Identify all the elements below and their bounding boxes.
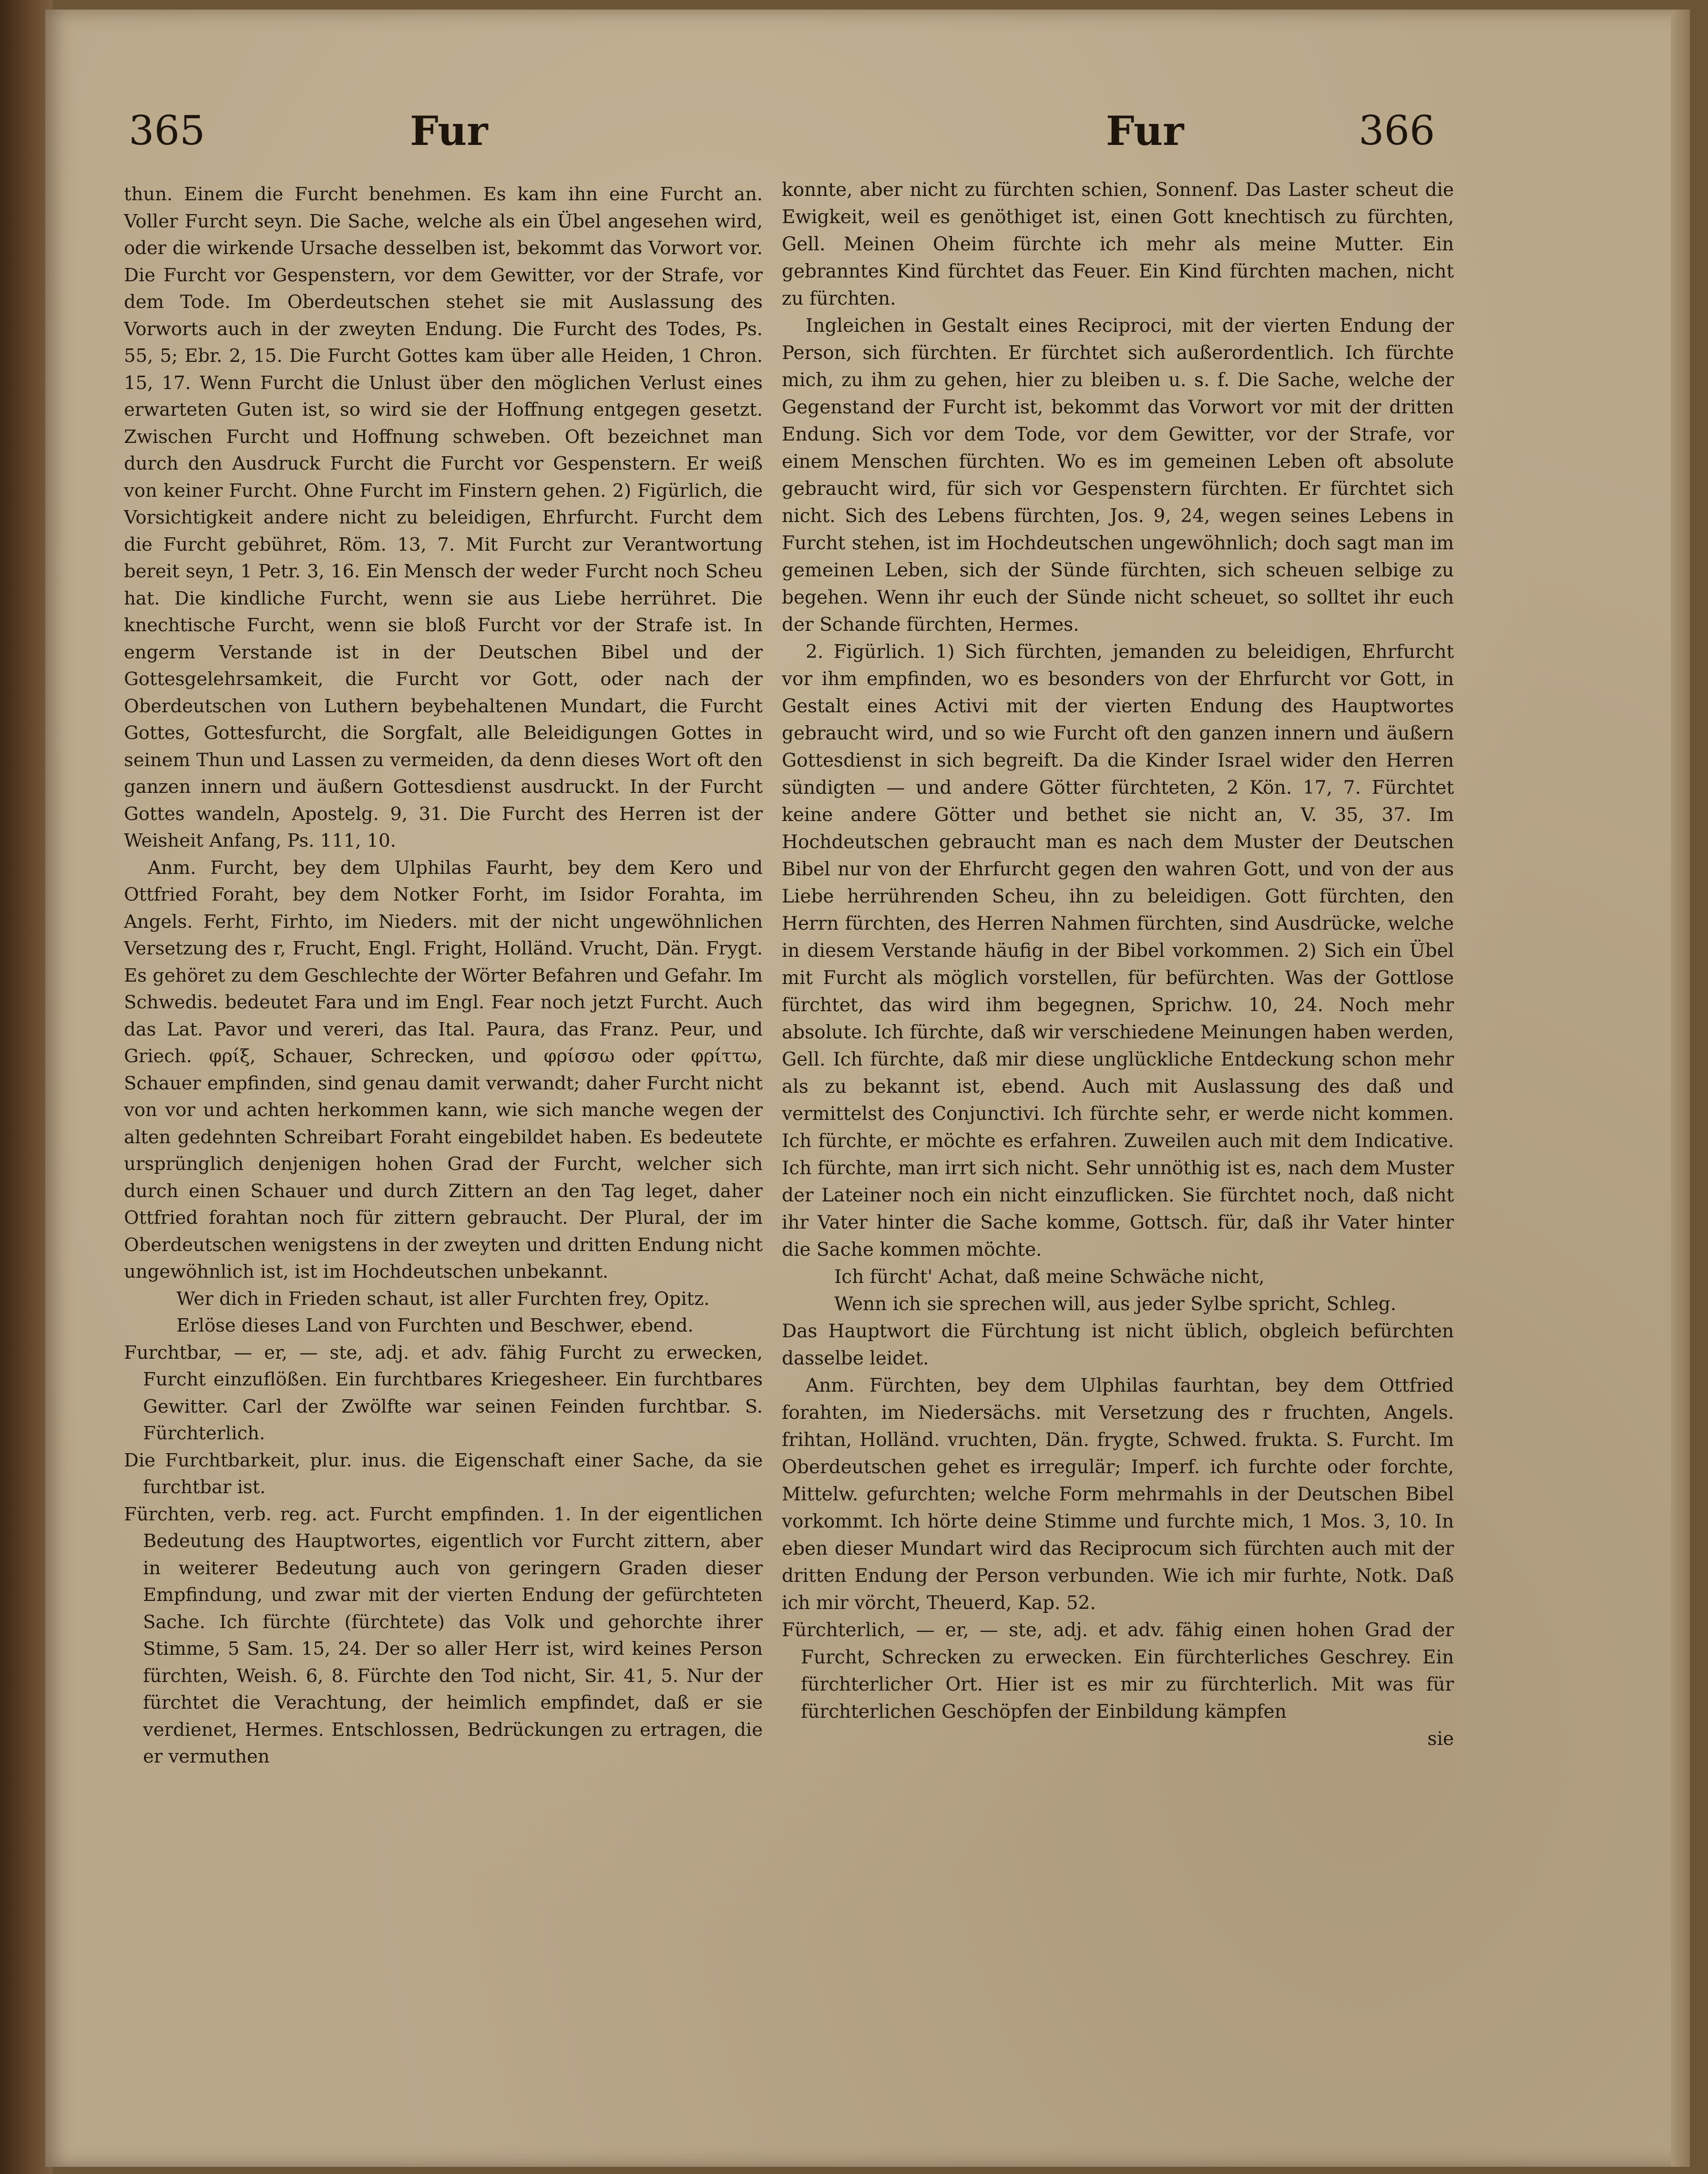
paragraph: konnte, aber nicht zu fürchten schien, Sonnenf. Das Laster scheut die Ewigkeit, weil es genöthiget ist, einen Gott knechtisch zu fürchten, Gell. Meinen Oheim fürchte ich mehr als meine Mutter. Ein gebranntes Kind fürchtet das Feuer. Ein Kind fürchten machen, nicht zu fürchten. [782, 179, 1454, 309]
running-head-left: Fur [410, 107, 488, 154]
running-head-right: Fur [1106, 107, 1184, 154]
quote-line: Ich fürcht' Achat, daß meine Schwäche nicht, [834, 1266, 1265, 1288]
page-number-left: 365 [129, 107, 205, 154]
paragraph: Anm. Fürchten, bey dem Ulphilas faurhtan, bey dem Ottfried forahten, im Niedersächs. mit Versetzung des r fruchten, Angels. frihtan, Holländ. vruchten, Dän. frygte, Schwed. frukta. S. Furcht. Im Oberdeutschen gehet es irregulär; Imperf. ich furchte oder forchte, Mittelw. gefurchten; welche Form mehrmahls in der Deutschen Bibel vorkommt. Ich hörte deine Stimme und furchte mich, 1 Mos. 3, 10. In eben dieser Mundart wird das Reciprocum sich fürchten auch mit der dritten Endung der Person verbunden. Wie ich mir furhte, Notk. Daß ich mir vörcht, Theuerd, Kap. 52. [782, 1375, 1454, 1614]
entry-furchtbar: Furchtbar, — er, — ste, adj. et adv. fähig Furcht zu erwecken, Furcht einzuflößen. Ein furchtbares Kriegesheer. Ein furchtbares Gewitter. Carl der Zwölfte war seinen Feinden furchtbar. S. Fürchterlich. [124, 1342, 763, 1444]
paragraph: Das Hauptwort die Fürchtung ist nicht üblich, obgleich befürchten dasselbe leidet. [782, 1321, 1454, 1369]
book-binding [0, 0, 52, 2174]
quote-line: Wer dich in Frieden schaut, ist aller Furchten frey, Opitz. [176, 1288, 710, 1310]
paragraph: Anm. Furcht, bey dem Ulphilas Faurht, bey dem Kero und Ottfried Foraht, bey dem Notker Forht, im Isidor Forahta, im Angels. Ferht, Firhto, im Nieders. mit der nicht ungewöhnlichen Versetzung des r, Frucht, Engl. Fright, Holländ. Vrucht, Dän. Frygt. Es gehöret zu dem Geschlechte der Wörter Befahren und Gefahr. Im Schwedis. bedeutet Fara und im Engl. Fear noch jetzt Furcht. Auch das Lat. Pavor und vereri, das Ital. Paura, das Franz. Peur, und Griech. φρίξ, Schauer, Schrecken, und φρίσσω oder φρίττω, Schauer empfinden, sind genau damit verwandt; daher Furcht nicht von vor und achten herkommen kann, wie sich manche wegen der alten gedehnten Schreibart Foraht eingebildet haben. Es bedeutete ursprünglich denjenigen hohen Grad der Furcht, welcher sich durch einen Schauer und durch Zittern an den Tag leget, daher Ottfried forahtan noch für zittern gebraucht. Der Plural, der im Oberdeutschen wenigstens in der zweyten und dritten Endung nicht ungewöhnlich ist, ist im Hochdeutschen unbekannt. [124, 857, 763, 1282]
paragraph: thun. Einem die Furcht benehmen. Es kam ihn eine Furcht an. Voller Furcht seyn. Die Sache, welche als ein Übel angesehen wird, oder die wirkende Ursache desselben ist, bekommt das Vorwort vor. Die Furcht vor Gespenstern, vor dem Gewitter, vor der Strafe, vor dem Tode. Im Oberdeutschen stehet sie mit Auslassung des Vorworts auch in der zweyten Endung. Die Furcht des Todes, Ps. 55, 5; Ebr. 2, 15. Die Furcht Gottes kam über alle Heiden, 1 Chron. 15, 17. Wenn Furcht die Unlust über den möglichen Verlust eines erwarteten Guten ist, so wird sie der Hoffnung entgegen gesetzt. Zwischen Furcht und Hoffnung schweben. Oft bezeichnet man durch den Ausdruck Furcht die Furcht vor Gespenstern. Er weiß von keiner Furcht. Ohne Furcht im Finstern gehen. 2) Figürlich, die Vorsichtigkeit andere nicht zu beleidigen, Ehrfurcht. Furcht dem die Furcht gebühret, Röm. 13, 7. Mit Furcht zur Verantwortung bereit seyn, 1 Petr. 3, 16. Ein Mensch der weder Furcht noch Scheu hat. Die kindliche Furcht, wenn sie aus Liebe herrühret. Die knechtische Furcht, wenn sie bloß Furcht vor der Strafe ist. In engerm Verstande ist in der Deutschen Bibel und der Gottesgelehrsamkeit, die Furcht vor Gott, oder nach der Oberdeutschen von Luthern beybehaltenen Mundart, die Furcht Gottes, Gottesfurcht, die Sorgfalt, alle Beleidigungen Gottes in seinem Thun und Lassen zu vermeiden, da denn dieses Wort oft den ganzen innern und äußern Gottesdienst ausdruckt. In der Furcht Gottes wandeln, Apostelg. 9, 31. Die Furcht des Herren ist der Weisheit Anfang, Ps. 111, 10. [124, 184, 763, 851]
paragraph: Ingleichen in Gestalt eines Reciproci, mit der vierten Endung der Person, sich fürchten. Er fürchtet sich außerordentlich. Ich fürchte mich, zu ihm zu gehen, hier zu bleiben u. s. f. Die Sache, welche der Gegenstand der Furcht ist, bekommt das Vorwort vor mit der dritten Endung. Sich vor dem Tode, vor dem Gewitter, vor der Strafe, vor einem Menschen fürchten. Wo es im gemeinen Leben oft absolute gebraucht wird, für sich vor Gespenstern fürchten. Er fürchtet sich nicht. Sich des Lebens fürchten, Jos. 9, 24, wegen seines Lebens in Furcht stehen, ist im Hochdeutschen ungewöhnlich; doch sagt man im gemeinen Leben, sich der Sünde fürchten, sich scheuen selbige zu begehen. Wenn ihr euch der Sünde nicht scheuet, so solltet ihr euch der Schande fürchten, Hermes. [782, 315, 1454, 636]
entry-furchtbarkeit: Die Furchtbarkeit, plur. inus. die Eigenschaft einer Sache, da sie furchtbar ist. [124, 1449, 763, 1498]
page-edge [1671, 10, 1690, 2167]
page-number-right: 366 [1359, 107, 1435, 154]
right-column [782, 176, 1454, 1753]
left-column [124, 181, 763, 1771]
quote-line: Erlöse dieses Land von Furchten und Beschwer, ebend. [176, 1315, 694, 1336]
paragraph: 2. Figürlich. 1) Sich fürchten, jemanden zu beleidigen, Ehrfurcht vor ihm empfinden, wo es besonders von der Ehrfurcht vor Gott, in Gestalt eines Activi mit der vierten Endung des Hauptwortes gebraucht wird, und so wie Furcht oft den ganzen innern und äußern Gottesdienst in sich begreift. Da die Kinder Israel wider den Herren sündigten — und andere Götter fürchteten, 2 Kön. 17, 7. Fürchtet keine andere Götter und bethet sie nicht an, V. 35, 37. Im Hochdeutschen gebraucht man es nach dem Muster der Deutschen Bibel nur von der Ehrfurcht gegen den wahren Gott, und von der aus Liebe herrührenden Scheu, ihn zu beleidigen. Gott fürchten, den Herrn fürchten, des Herren Nahmen fürchten, sind Ausdrücke, welche in diesem Verstande häufig in der Bibel vorkommen. 2) Sich ein Übel mit Furcht als möglich vorstellen, für befürchten. Was der Gottlose fürchtet, das wird ihm begegnen, Sprichw. 10, 24. Noch mehr absolute. Ich fürchte, daß wir verschiedene Meinungen haben werden, Gell. Ich fürchte, daß mir diese unglückliche Entdeckung schon mehr als zu bekannt ist, ebend. Auch mit Auslassung des daß und vermittelst des Conjunctivi. Ich fürchte sehr, er werde nicht kommen. Ich fürchte, er möchte es erfahren. Zuweilen auch mit dem Indicative. Ich fürchte, man irrt sich nicht. Sehr unnöthig ist es, nach dem Muster der Lateiner noch ein nicht einzuflicken. Sie fürchtet noch, daß nicht ihr Vater hinter die Sache komme, Gottsch. für, daß ihr Vater hinter die Sache kommen möchte. [782, 641, 1454, 1261]
entry-fuerchten: Fürchten, verb. reg. act. Furcht empfinden. 1. In der eigentlichen Bedeutung des Hauptwortes, eigentlich vor Furcht zittern, aber in weiterer Bedeutung auch von geringern Graden dieser Empfindung, und zwar mit der vierten Endung der gefürchteten Sache. Ich fürchte (fürchtete) das Volk und gehorchte ihrer Stimme, 5 Sam. 15, 24. Der so aller Herr ist, wird keines Person fürchten, Weish. 6, 8. Fürchte den Tod nicht, Sir. 41, 5. Nur der fürchtet die Verachtung, der heimlich empfindet, daß er sie verdienet, Hermes. Entschlossen, Bedrückungen zu ertragen, die er vermuthen [124, 1503, 763, 1767]
entry-fuerchterlich: Fürchterlich, — er, — ste, adj. et adv. fähig einen hohen Grad der Furcht, Schrecken zu erwecken. Ein fürchterliches Geschrey. Ein fürchterlicher Ort. Hier ist es mir zu fürchterlich. Mit was für fürchterlichen Geschöpfen der Einbildung kämpfen [782, 1620, 1454, 1723]
catchword: sie [1427, 1728, 1454, 1750]
quote-line: Wenn ich sie sprechen will, aus jeder Sylbe spricht, Schleg. [834, 1293, 1397, 1315]
